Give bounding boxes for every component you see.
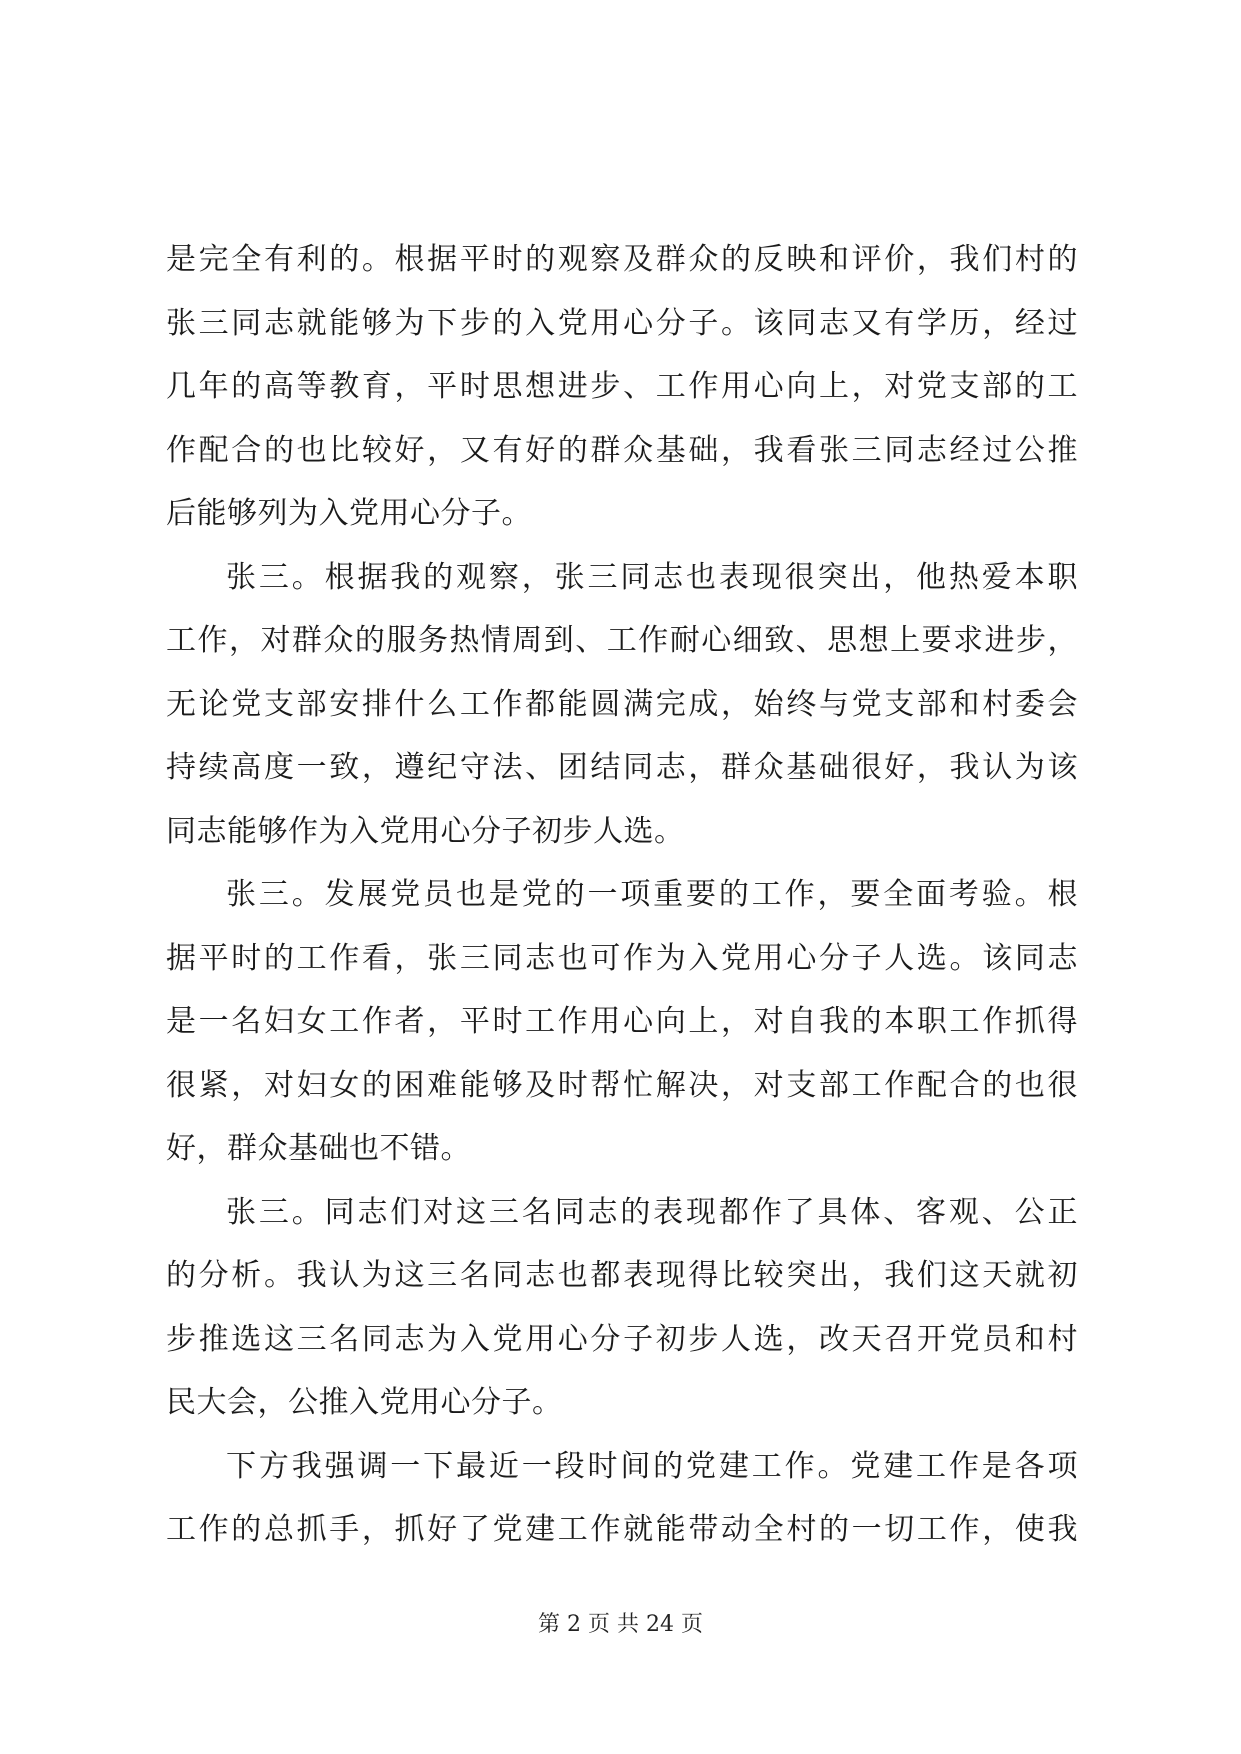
paragraph — [166, 546, 1078, 864]
paragraph — [166, 863, 1078, 1181]
text-line: 张三同志就能够为下步的入党用心分子。该同志又有学历，经过 — [166, 305, 1078, 341]
text-line: 步推选这三名同志为入党用心分子初步人选，改天召开党员和村 — [166, 1321, 1078, 1357]
text-line: 作配合的也比较好，又有好的群众基础，我看张三同志经过公推 — [166, 432, 1078, 468]
text-line: 民大会，公推入党用心分子。 — [166, 1385, 563, 1420]
text-line: 持续高度一致，遵纪守法、团结同志，群众基础很好，我认为该 — [166, 750, 1078, 785]
text-line: 好，群众基础也不错。 — [166, 1131, 471, 1166]
text-line: 是完全有利的。根据平时的观察及群众的反映和评价，我们村的 — [166, 242, 1078, 277]
text-line: 几年的高等教育，平时思想进步、工作用心向上，对党支部的工 — [166, 369, 1078, 404]
text-line: 张三。根据我的观察，张三同志也表现很突出，他热爱本职 — [226, 559, 1078, 595]
text-line: 据平时的工作看，张三同志也可作为入党用心分子人选。该同志 — [166, 940, 1078, 976]
text-line: 张三。发展党员也是党的一项重要的工作，要全面考验。根 — [226, 877, 1078, 912]
paragraph — [166, 1181, 1078, 1435]
text-line: 很紧，对妇女的困难能够及时帮忙解决，对支部工作配合的也很 — [166, 1067, 1078, 1103]
text-line: 工作，对群众的服务热情周到、工作耐心细致、思想上要求进步， — [166, 623, 1078, 658]
page-number-footer: 第 2 页 共 24 页 — [538, 1612, 703, 1637]
text-line: 的分析。我认为这三名同志也都表现得比较突出，我们这天就初 — [166, 1258, 1078, 1293]
text-line: 下方我强调一下最近一段时间的党建工作。党建工作是各项 — [226, 1448, 1078, 1484]
text-line: 后能够列为入党用心分子。 — [166, 496, 532, 531]
text-line: 是一名妇女工作者，平时工作用心向上，对自我的本职工作抓得 — [166, 1004, 1078, 1039]
document-body — [166, 228, 1078, 1562]
text-line: 同志能够作为入党用心分子初步人选。 — [166, 813, 685, 849]
text-line: 无论党支部安排什么工作都能圆满完成，始终与党支部和村委会 — [166, 686, 1078, 722]
text-line: 工作的总抓手，抓好了党建工作就能带动全村的一切工作，使我 — [166, 1512, 1078, 1547]
paragraph — [166, 1435, 1078, 1562]
text-line: 张三。同志们对这三名同志的表现都作了具体、客观、公正 — [226, 1194, 1078, 1230]
paragraph — [166, 228, 1078, 546]
